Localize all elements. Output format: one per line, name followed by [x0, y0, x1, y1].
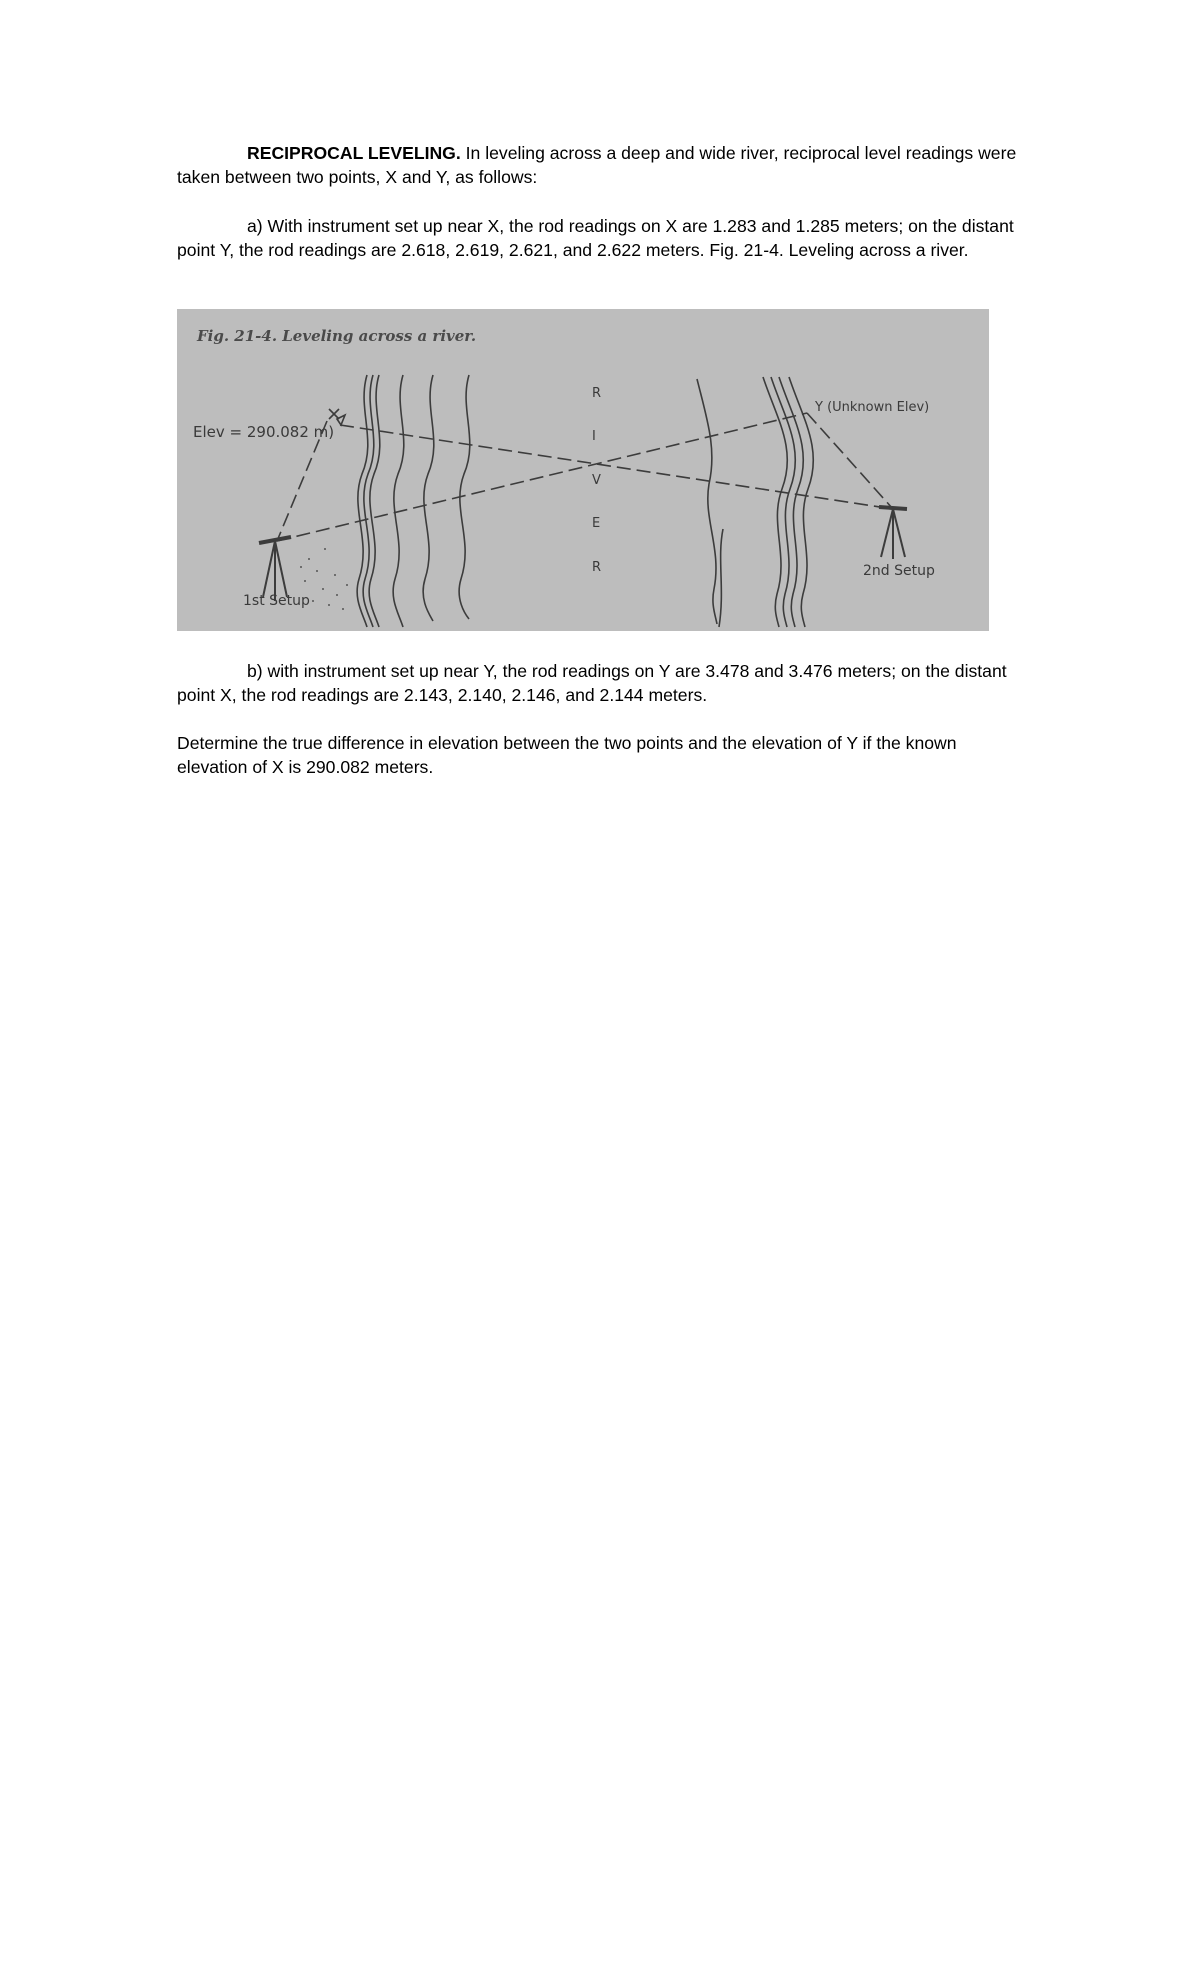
second-setup-label: 2nd Setup [863, 563, 935, 579]
part-b-text: b) with instrument set up near Y, the rod readings on Y are 3.478 and 3.476 meters; on the distant point X, the rod readings are 2.143, 2.140, 2.146, and 2.144 meters. [177, 661, 1007, 705]
left-bank-lines [357, 375, 470, 627]
river-letter: E [592, 516, 601, 531]
river-letter: R [592, 386, 602, 401]
intro-text: In leveling across a deep and wide river, reciprocal level readings were taken between two points, X and Y, as follows: [177, 143, 1017, 187]
first-setup-tripod [259, 537, 291, 601]
intro-paragraph [177, 141, 1027, 189]
river-letter: V [592, 473, 601, 488]
question-paragraph [177, 731, 1027, 779]
problem-title: RECIPROCAL LEVELING. [247, 143, 461, 163]
right-bank-lines [697, 377, 813, 627]
second-setup-tripod [879, 507, 907, 559]
part-a-text: a) With instrument set up near X, the rod readings on X are 1.283 and 1.285 meters; on the distant point Y, the rod readings are 2.618, 2.619, 2.621, and 2.622 meters. Fig. 21-4. Leveling across a river. [177, 216, 1014, 260]
elevation-x-label: Elev = 290.082 m) [193, 423, 335, 441]
river-leveling-figure [177, 309, 989, 631]
river-label [592, 386, 601, 575]
river-letter: I [592, 429, 596, 444]
point-y-label: Y (Unknown Elev) [815, 400, 930, 415]
question-text: Determine the true difference in elevation between the two points and the elevation of Y if the known elevation of X is 290.082 meters. [177, 733, 957, 777]
figure-caption: Fig. 21-4. Leveling across a river. [197, 327, 477, 345]
river-letter: R [592, 560, 602, 575]
first-setup-label: 1st Setup [243, 593, 310, 609]
part-b-paragraph [177, 659, 1027, 707]
part-a-paragraph [177, 214, 1027, 262]
sight-lines [277, 413, 893, 541]
